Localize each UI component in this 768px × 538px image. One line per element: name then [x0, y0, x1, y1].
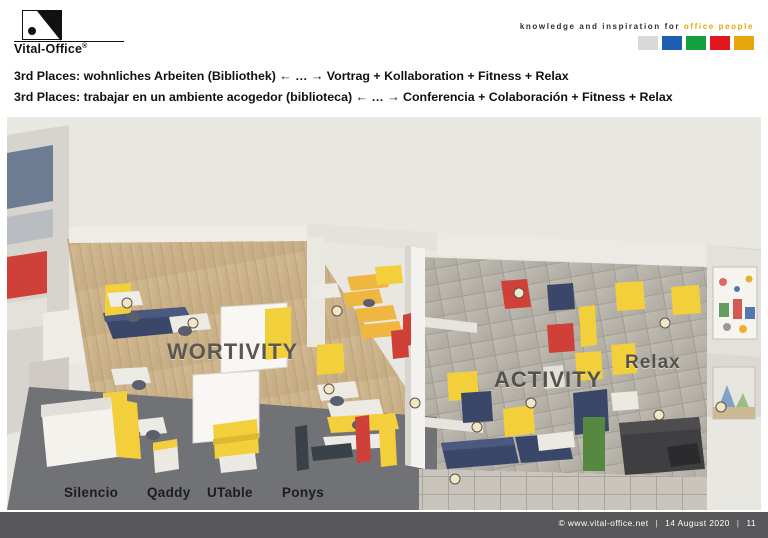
brand-color-swatches — [638, 36, 754, 50]
zone-label-wortivity: WORTIVITY — [167, 339, 299, 364]
slide-header — [0, 0, 768, 62]
slide-title-block — [0, 66, 768, 116]
logo-mark-icon — [22, 10, 62, 40]
product-label-silencio: Silencio — [64, 485, 119, 500]
footer-page-number: 11 — [746, 518, 756, 528]
floorplan-illustration — [7, 117, 761, 510]
office-floorplan-render — [7, 117, 761, 510]
slide-footer — [0, 512, 768, 538]
brand-logo[interactable] — [14, 10, 124, 54]
footer-date: 14 August 2020 — [665, 518, 730, 528]
swatch-blue — [662, 36, 682, 50]
zone-label-activity: ACTIVITY — [494, 367, 603, 392]
footer-separator-2: | — [736, 518, 740, 528]
brand-tagline — [520, 22, 754, 31]
zone-label-relax: Relax — [625, 352, 681, 373]
logo-trademark: ® — [82, 42, 88, 50]
logo-brand-name: Vital-Office — [14, 42, 83, 56]
title-line-german: 3rd Places: wohnliches Arbeiten (Bibliothek) ← … → Vortrag + Kollaboration + Fitness + Relax — [14, 69, 569, 83]
product-label-qaddy: Qaddy — [147, 485, 191, 500]
swatch-yellow — [734, 36, 754, 50]
logo-text — [14, 42, 88, 56]
footer-separator-1: | — [655, 518, 659, 528]
product-label-ponys: Ponys — [282, 485, 325, 500]
tagline-accent: office people — [683, 22, 754, 31]
tagline-prefix: knowledge and inspiration for — [519, 22, 684, 31]
footer-copyright[interactable]: © www.vital-office.net — [558, 518, 649, 528]
swatch-green — [686, 36, 706, 50]
product-label-utable: UTable — [207, 485, 253, 500]
title-line-spanish: 3rd Places: trabajar en un ambiente acogedor (biblioteca) ← … → Conferencia + Colaboración + Fitness + Relax — [14, 90, 673, 104]
swatch-grey — [638, 36, 658, 50]
swatch-red — [710, 36, 730, 50]
